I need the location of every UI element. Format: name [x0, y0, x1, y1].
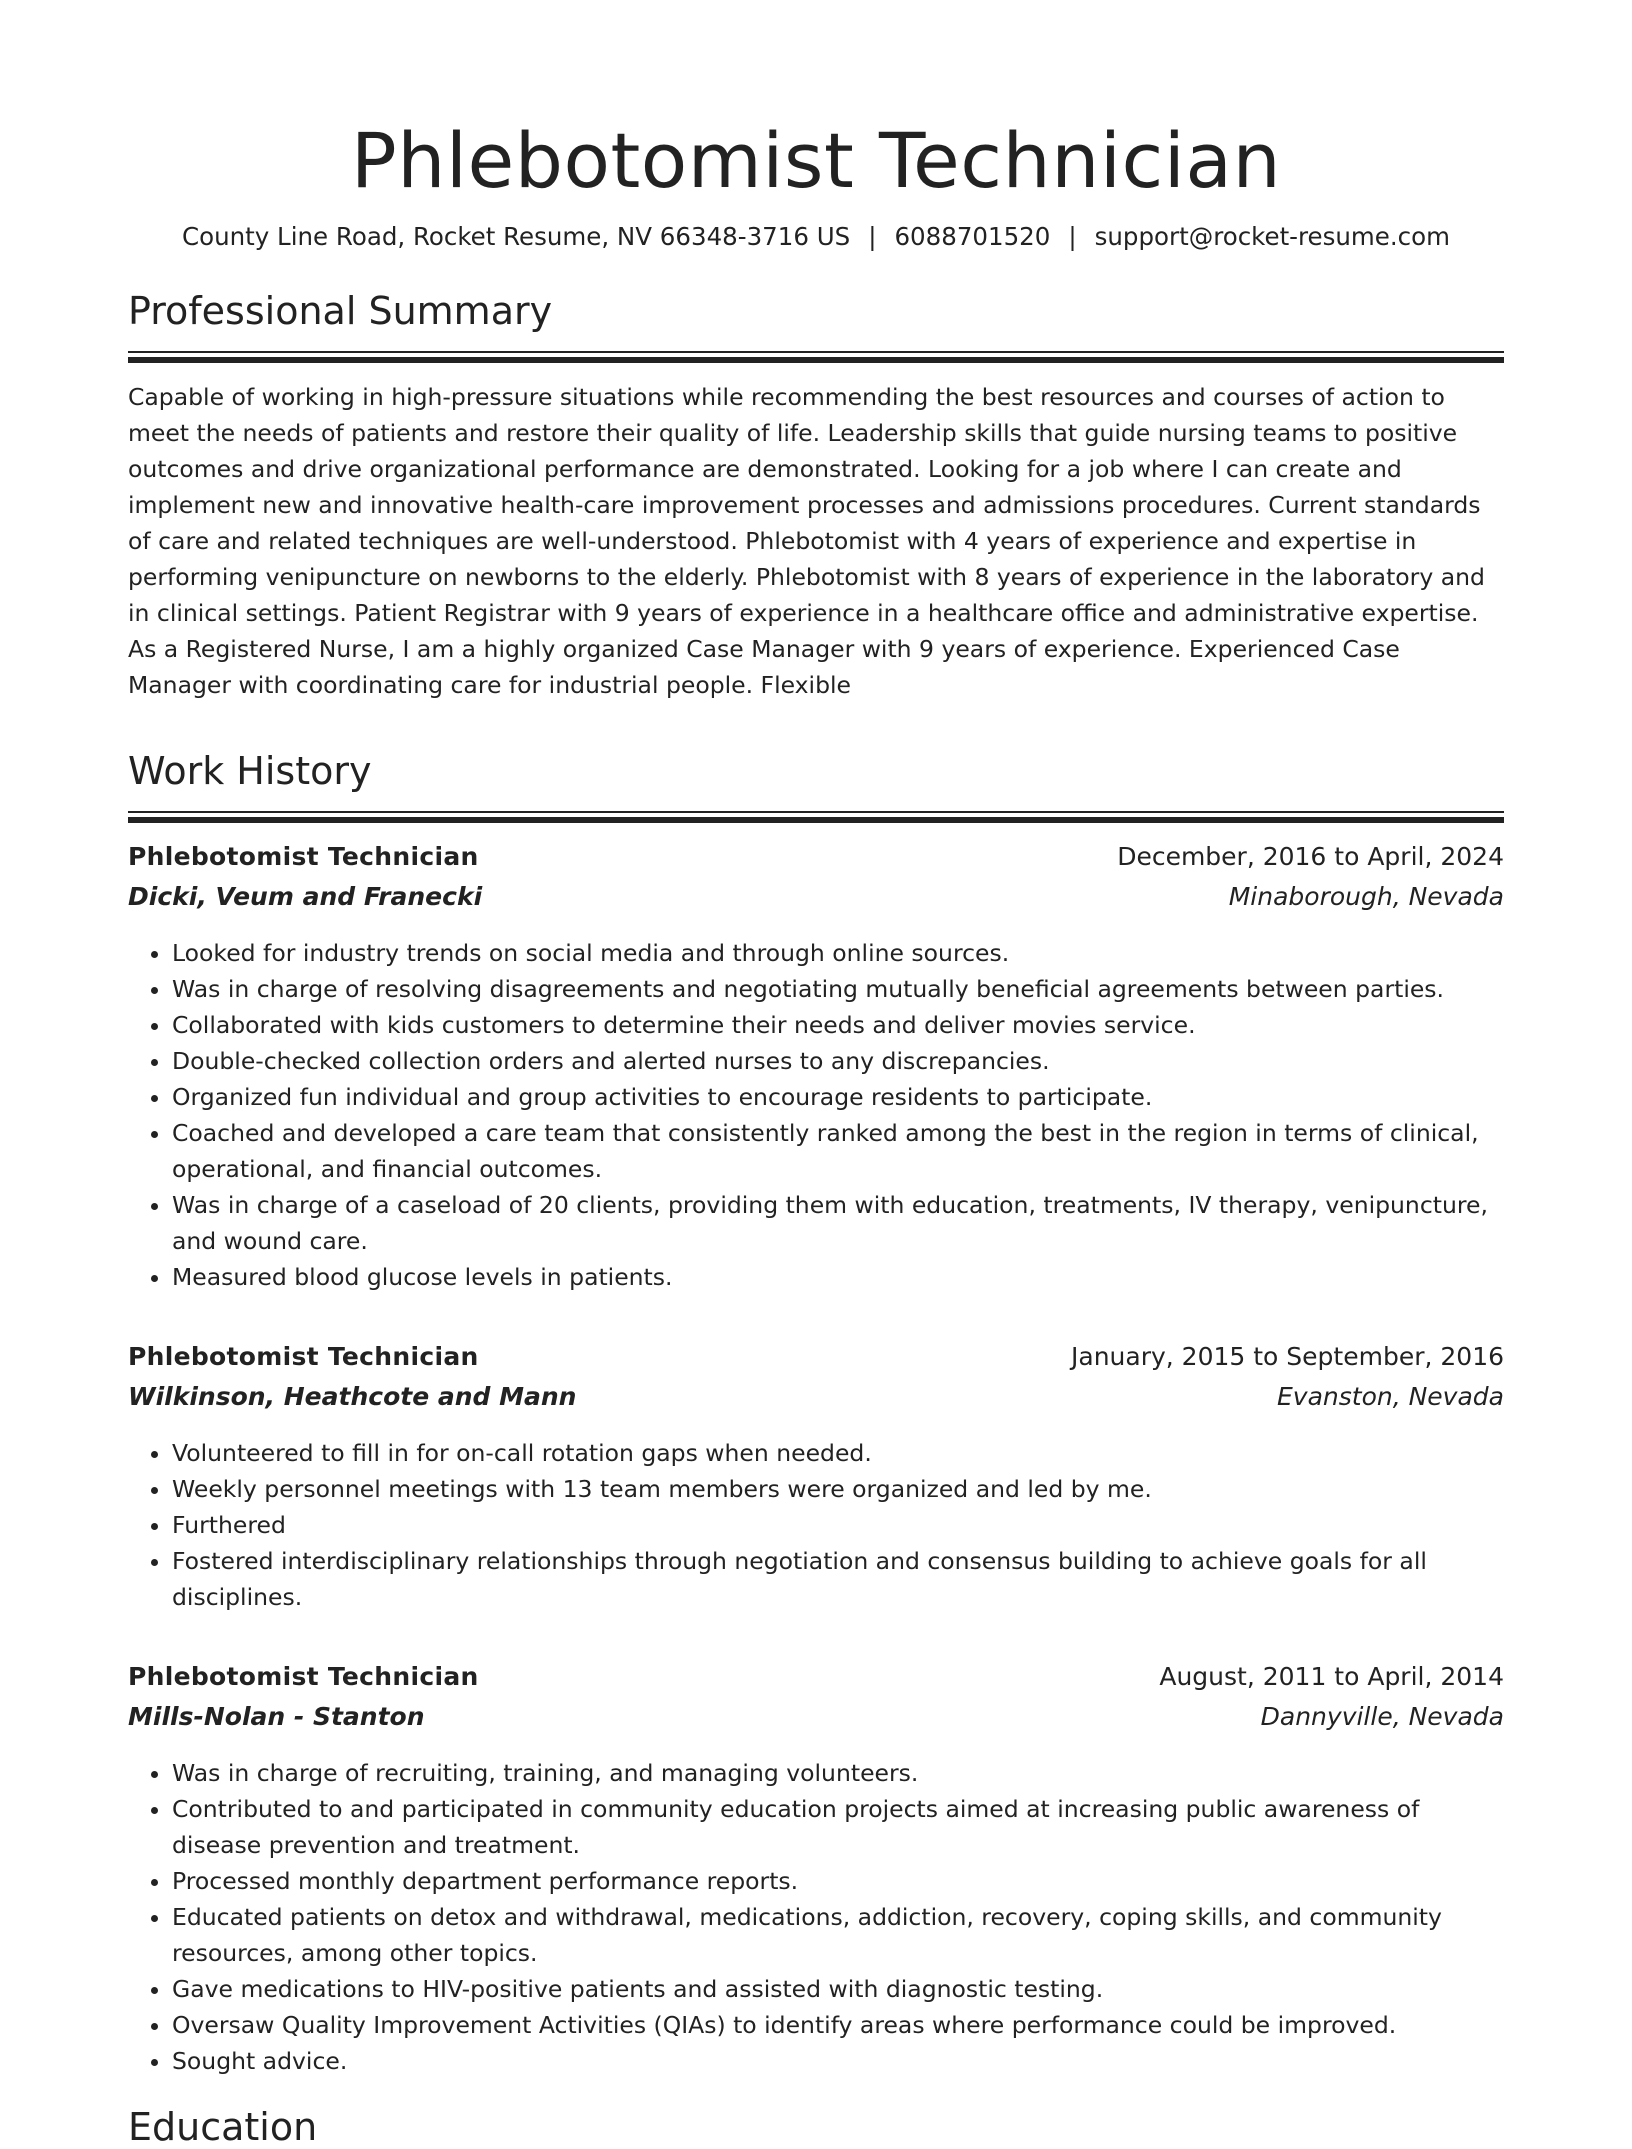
duty-item: • Double-checked collection orders and alerted nurses to any discrepancies.	[172, 1043, 1504, 1079]
job-entry	[128, 1657, 1504, 2079]
duty-item: • Collaborated with kids customers to determine their needs and deliver movies service.	[172, 1007, 1504, 1043]
job-entry	[128, 1337, 1504, 1615]
duty-item: • Fostered interdisciplinary relationships through negotiation and consensus building to achieve goals for all disciplines.	[172, 1543, 1504, 1615]
job-duties-list	[128, 1435, 1504, 1615]
job-subheader-row	[128, 877, 1504, 917]
duty-item: • Was in charge of recruiting, training, and managing volunteers.	[172, 1755, 1504, 1791]
section-divider	[128, 811, 1504, 823]
section-title-education: Education	[128, 2104, 318, 2149]
candidate-name: Phlebotomist Technician	[350, 116, 1282, 205]
job-location: Evanston, Nevada	[1276, 1381, 1504, 1411]
job-title: Phlebotomist Technician	[128, 1661, 479, 1691]
section-divider	[128, 351, 1504, 363]
summary-text: Capable of working in high-pressure situations while recommending the best resources and courses of action to meet the needs of patients and restore their quality of life. Leadership skills that guide nursing teams to positive outcomes and drive organizational performance are demonstrated. Looking for a job where I can create and implement new and innovative health-care improvement processes and admissions procedures. Current standards of care and related techniques are well-understood. Phlebotomist with 4 years of experience and expertise in performing venipuncture on newborns to the elderly. Phlebotomist with 8 years of experience in the laboratory and in clinical settings. Patient Registrar with 9 years of experience in a healthcare office and administrative expertise. As a Registered Nurse, I am a highly organized Case Manager with 9 years of experience. Experienced Case Manager with coordinating care for industrial people. Flexible	[128, 382, 1485, 699]
contact-email: support@rocket-resume.com	[1094, 222, 1450, 252]
duty-item: • Gave medications to HIV-positive patients and assisted with diagnostic testing.	[172, 1971, 1504, 2007]
duty-item: • Educated patients on detox and withdrawal, medications, addiction, recovery, coping skills, and community resources, among other topics.	[172, 1899, 1504, 1971]
job-duties-list	[128, 935, 1504, 1295]
job-title: Phlebotomist Technician	[128, 1341, 479, 1371]
duty-item: • Was in charge of resolving disagreements and negotiating mutually beneficial agreements between parties.	[172, 971, 1504, 1007]
contact-phone: 6088701520	[894, 222, 1051, 252]
duty-item: • Furthered	[172, 1507, 1504, 1543]
duty-item: • Looked for industry trends on social media and through online sources.	[172, 935, 1504, 971]
job-header-row	[128, 1657, 1504, 1697]
job-company: Mills-Nolan - Stanton	[128, 1701, 425, 1731]
section-title-professional-summary: Professional Summary	[128, 288, 553, 333]
job-header-row	[128, 837, 1504, 877]
job-duties-list	[128, 1755, 1504, 2079]
duty-item: • Coached and developed a care team that consistently ranked among the best in the region in terms of clinical, operational, and financial outcomes.	[172, 1115, 1504, 1187]
duty-item: • Organized fun individual and group activities to encourage residents to participate.	[172, 1079, 1504, 1115]
job-header-row	[128, 1337, 1504, 1377]
duty-item: • Weekly personnel meetings with 13 team members were organized and led by me.	[172, 1471, 1504, 1507]
duty-item: • Sought advice.	[172, 2043, 1504, 2079]
contact-separator: |	[868, 222, 877, 252]
duty-item: • Was in charge of a caseload of 20 clients, providing them with education, treatments, IV therapy, venipuncture, and wound care.	[172, 1187, 1504, 1259]
job-dates: August, 2011 to April, 2014	[1159, 1661, 1504, 1691]
job-company: Dicki, Veum and Franecki	[128, 881, 483, 911]
duty-item: • Measured blood glucose levels in patients.	[172, 1259, 1504, 1295]
job-entry	[128, 837, 1504, 1295]
job-subheader-row	[128, 1697, 1504, 1737]
contact-separator: |	[1068, 222, 1077, 252]
job-dates: December, 2016 to April, 2024	[1117, 841, 1504, 871]
job-location: Dannyville, Nevada	[1260, 1701, 1504, 1731]
job-subheader-row	[128, 1377, 1504, 1417]
duty-item: • Oversaw Quality Improvement Activities (QIAs) to identify areas where performance could be improved.	[172, 2007, 1504, 2043]
job-location: Minaborough, Nevada	[1228, 881, 1504, 911]
duty-item: • Volunteered to fill in for on-call rotation gaps when needed.	[172, 1435, 1504, 1471]
section-title-work-history: Work History	[128, 748, 372, 793]
contact-line	[128, 221, 1504, 253]
job-dates: January, 2015 to September, 2016	[1071, 1341, 1504, 1371]
job-company: Wilkinson, Heathcote and Mann	[128, 1381, 577, 1411]
duty-item: • Contributed to and participated in community education projects aimed at increasing public awareness of disease prevention and treatment.	[172, 1791, 1504, 1863]
duty-item: • Processed monthly department performance reports.	[172, 1863, 1504, 1899]
job-title: Phlebotomist Technician	[128, 841, 479, 871]
contact-address: County Line Road, Rocket Resume, NV 66348-3716 US	[182, 222, 851, 252]
